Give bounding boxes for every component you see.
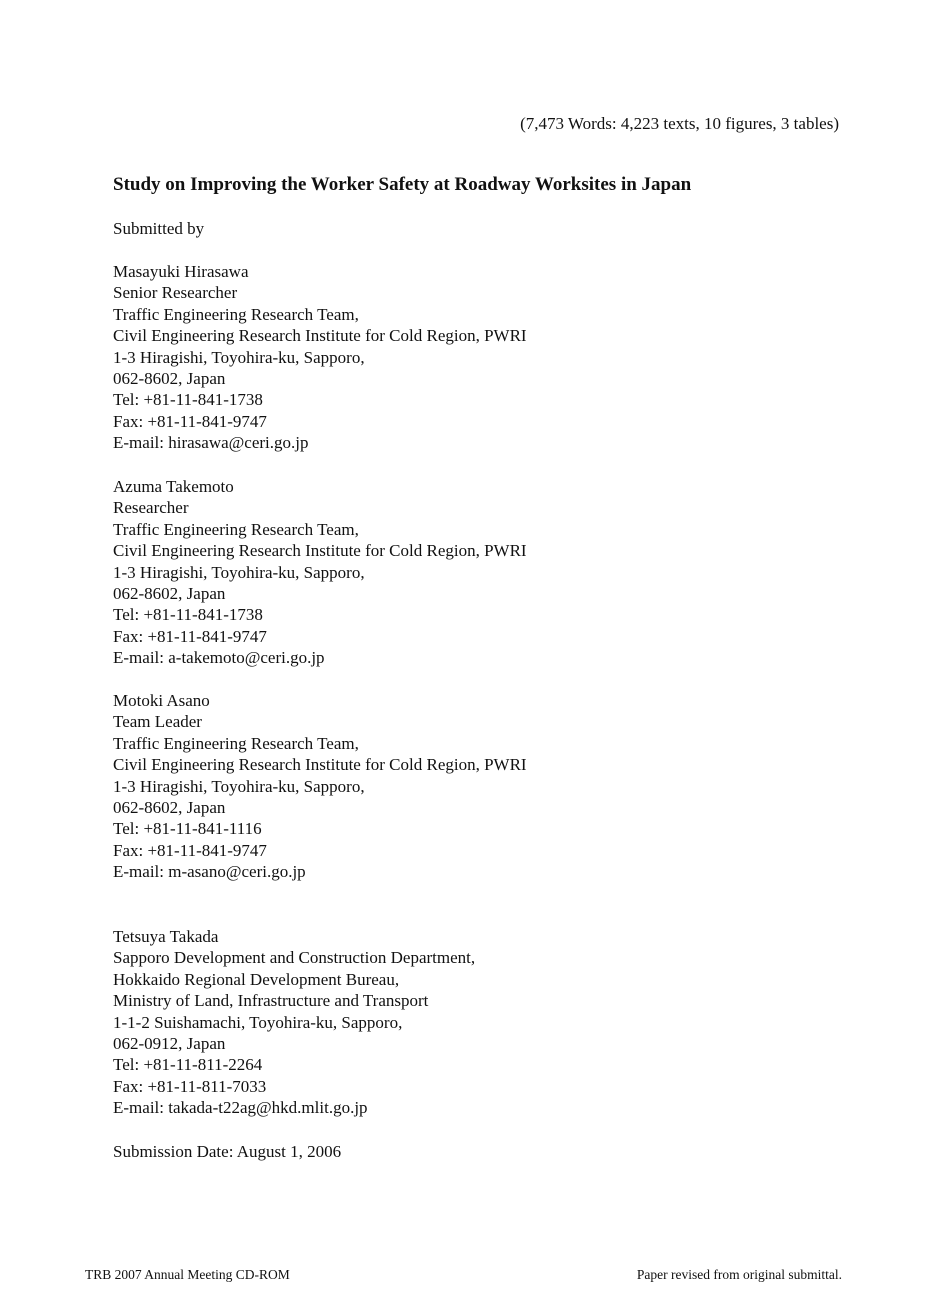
- paper-title: Study on Improving the Worker Safety at Roadway Worksites in Japan: [113, 174, 692, 195]
- author-fax: Fax: +81-11-841-9747: [113, 626, 267, 646]
- author-institute: Civil Engineering Research Institute for Cold Region, PWRI: [113, 326, 527, 346]
- author-institute: Civil Engineering Research Institute for Cold Region, PWRI: [113, 541, 527, 561]
- author-department: Sapporo Development and Construction Department,: [113, 948, 476, 968]
- author-position: Team Leader: [113, 712, 202, 732]
- author-postal: 062-0912, Japan: [113, 1034, 226, 1054]
- author-team: Traffic Engineering Research Team,: [113, 733, 359, 753]
- author-address: 1-1-2 Suishamachi, Toyohira-ku, Sapporo,: [113, 1012, 403, 1032]
- author-address: 1-3 Hiragishi, Toyohira-ku, Sapporo,: [113, 347, 365, 367]
- footer-left-text: TRB 2007 Annual Meeting CD-ROM: [85, 1267, 290, 1282]
- author-name: Motoki Asano: [113, 691, 210, 710]
- author-email[interactable]: E-mail: m-asano@ceri.go.jp: [113, 862, 306, 882]
- author-fax: Fax: +81-11-841-9747: [113, 411, 267, 431]
- author-team: Traffic Engineering Research Team,: [113, 304, 359, 324]
- author-email[interactable]: E-mail: takada-t22ag@hkd.mlit.go.jp: [113, 1098, 368, 1118]
- author-bureau: Hokkaido Regional Development Bureau,: [113, 969, 400, 989]
- author-block: [113, 476, 527, 669]
- author-block: [113, 261, 527, 454]
- author-postal: 062-8602, Japan: [113, 584, 226, 604]
- author-tel: Tel: +81-11-841-1738: [113, 605, 263, 625]
- author-position: Senior Researcher: [113, 283, 238, 303]
- footer-right-text: Paper revised from original submittal.: [636, 1267, 842, 1282]
- submitted-by-label: Submitted by: [113, 219, 205, 238]
- author-fax: Fax: +81-11-811-7033: [113, 1076, 267, 1096]
- author-position: Researcher: [113, 498, 189, 518]
- author-tel: Tel: +81-11-841-1738: [113, 390, 263, 410]
- author-name: Masayuki Hirasawa: [113, 262, 249, 281]
- author-postal: 062-8602, Japan: [113, 798, 226, 818]
- author-postal: 062-8602, Japan: [113, 369, 226, 389]
- author-ministry: Ministry of Land, Infrastructure and Transport: [113, 991, 429, 1011]
- author-block: [113, 690, 527, 883]
- author-address: 1-3 Hiragishi, Toyohira-ku, Sapporo,: [113, 776, 365, 796]
- author-team: Traffic Engineering Research Team,: [113, 519, 359, 539]
- author-fax: Fax: +81-11-841-9747: [113, 840, 267, 860]
- author-tel: Tel: +81-11-811-2264: [113, 1055, 263, 1075]
- author-name: Azuma Takemoto: [113, 477, 234, 496]
- author-institute: Civil Engineering Research Institute for Cold Region, PWRI: [113, 755, 527, 775]
- author-block: [113, 926, 475, 1119]
- word-count: (7,473 Words: 4,223 texts, 10 figures, 3 tables): [520, 114, 839, 133]
- author-address: 1-3 Hiragishi, Toyohira-ku, Sapporo,: [113, 562, 365, 582]
- author-tel: Tel: +81-11-841-1116: [113, 819, 262, 839]
- author-email[interactable]: E-mail: a-takemoto@ceri.go.jp: [113, 648, 325, 668]
- submission-date: Submission Date: August 1, 2006: [113, 1142, 342, 1161]
- author-name: Tetsuya Takada: [113, 927, 219, 946]
- author-email[interactable]: E-mail: hirasawa@ceri.go.jp: [113, 433, 309, 453]
